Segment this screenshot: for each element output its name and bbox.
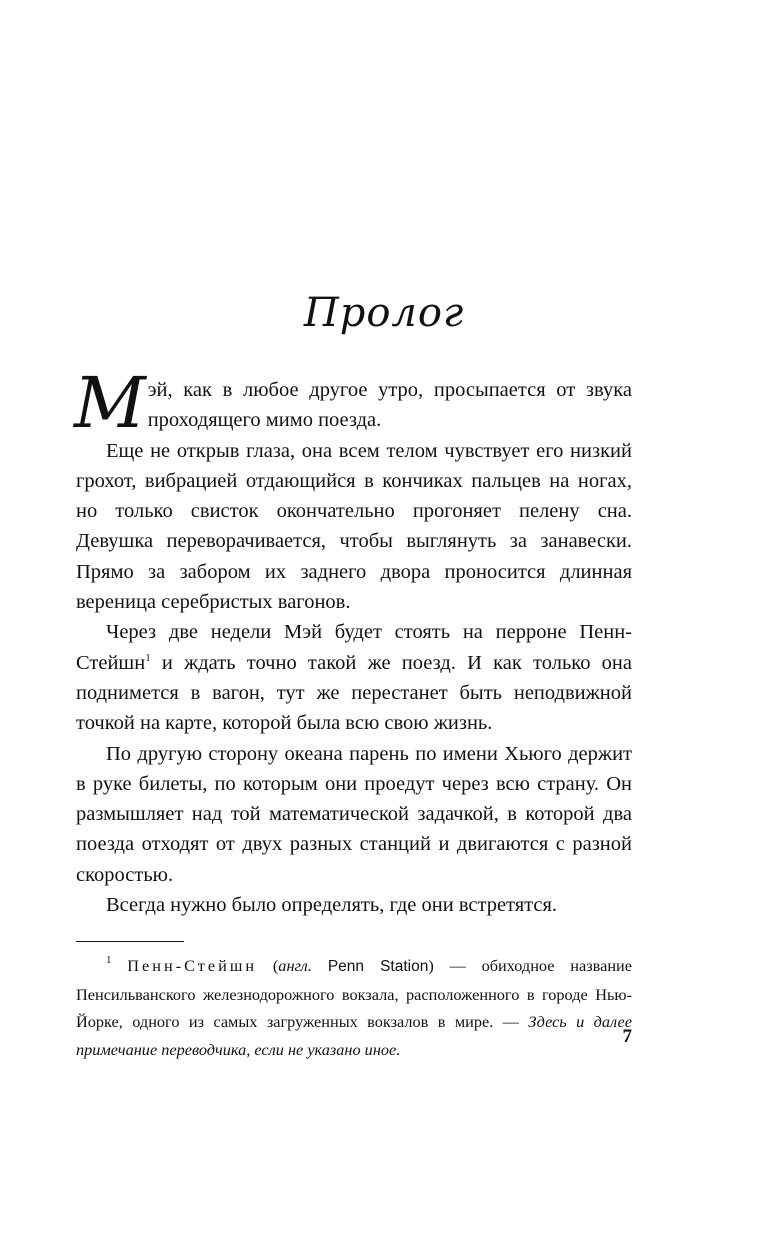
- page-number: 7: [622, 1026, 632, 1047]
- footnote-text: ) — обиходное название Пенсильванского железнодорожного вокзала, расположенного в городе Нью-Йорке, одного из самых загруженных вокзалов в мире. —: [76, 956, 632, 1031]
- footnote-latin-name: Penn Station: [311, 958, 429, 975]
- footnote-marker: 1: [106, 954, 112, 966]
- body-text: [74, 362, 632, 920]
- paragraph-2: Еще не открыв глаза, она всем телом чувствует его низкий грохот, вибрацией отдающийся в кончиках пальцев на ногах, но только свисток окончательно прогоняет пелену сна. Девушка переворачивается, чтобы выглянуть за занавески. Прямо за забором их заднего двора проносится длинная вереница серебристых вагонов.: [76, 439, 632, 614]
- footnote-reference: 1: [145, 651, 151, 664]
- footnote-divider: [76, 941, 184, 942]
- footnote-open-paren: (: [257, 956, 279, 975]
- paragraph-3: [76, 617, 632, 738]
- paragraph-5: Всегда нужно было определять, где они встретятся.: [106, 894, 558, 917]
- footnote-term: Пенн-Стейшн: [127, 956, 258, 975]
- paragraph-3-text-after: и ждать точно такой же поезд. И как только она поднимется в вагон, тут же перестанет быть неподвижной точкой на карте, которой была всю свою жизнь.: [76, 651, 632, 735]
- drop-cap: М: [74, 362, 146, 444]
- chapter-title: Пролог: [303, 290, 465, 336]
- footnote-language: англ.: [278, 956, 312, 975]
- paragraph-3-text-before: Через две недели Мэй будет стоять на перроне Пенн-Стейшн: [76, 621, 632, 674]
- paragraph-1-text: эй, как в любое другое утро, просыпается от звука проходящего мимо поезда.: [147, 379, 632, 432]
- paragraph-4: По другую сторону океана парень по имени Хьюго держит в руке билеты, по которым они проедут через всю страну. Он размышляет над той математической задачкой, в которой два поезда отходят от двух разных станций и двигаются с разной скоростью.: [76, 742, 632, 886]
- paragraph-1: [74, 362, 632, 444]
- footnote-translator-note: Здесь и далее примечание переводчика, если не указано иное.: [76, 1012, 632, 1059]
- footnote: [76, 952, 632, 1063]
